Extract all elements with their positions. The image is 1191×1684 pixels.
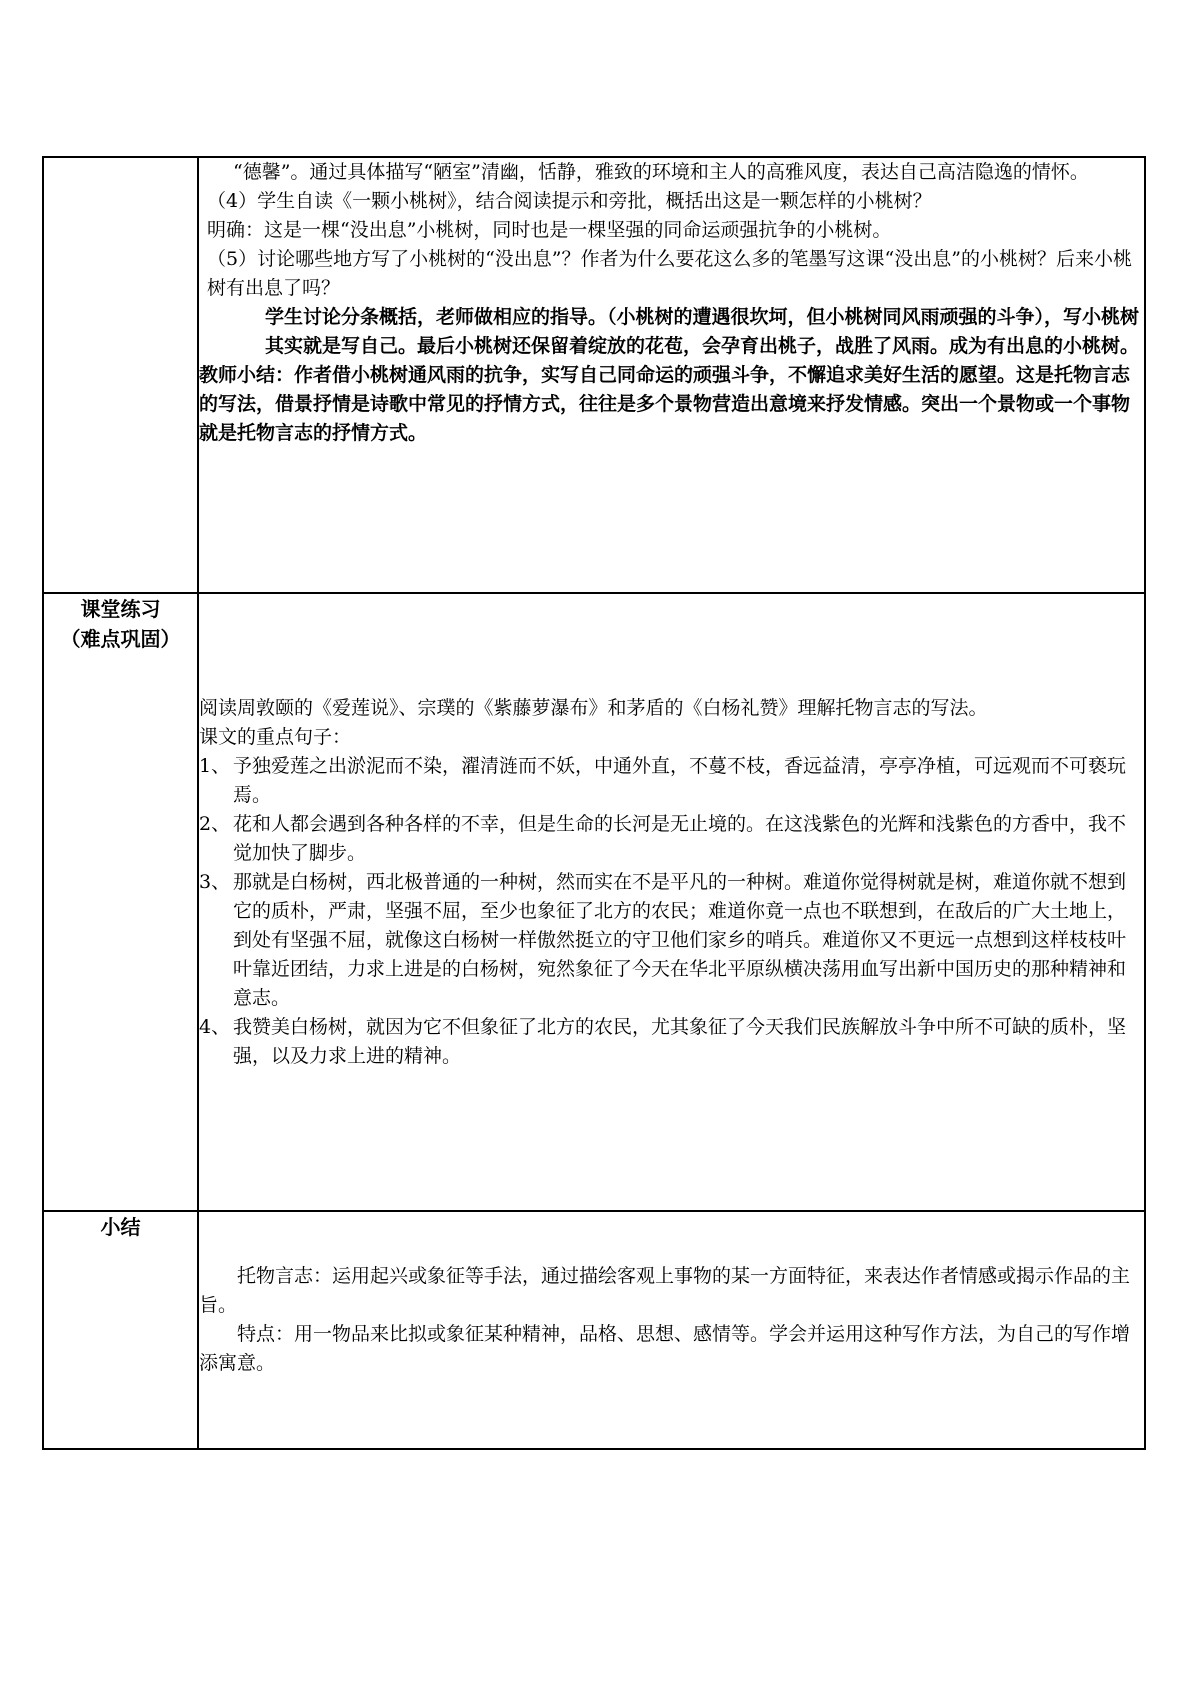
row-label-practice bbox=[43, 593, 198, 1211]
paragraph-student-discussion: 学生讨论分条概括，老师做相应的指导。（小桃树的遭遇很坎坷，但小桃树同风雨顽强的斗争），写小桃树其实就是写自己。最后小桃树还保留着绽放的花苞，会孕育出桃子，战胜了风雨。成为有出息的小桃树。 bbox=[265, 306, 1140, 357]
list-item-number: 1、 bbox=[199, 755, 231, 777]
paragraph-teacher-summary: 教师小结：作者借小桃树通风雨的抗争，实写自己同命运的顽强斗争，不懈追求美好生活的愿望。这是托物言志的写法，借景抒情是诗歌中常见的抒情方式，往往是多个景物营造出意境来抒发情感。突出一个景物或一个事物就是托物言志的抒情方式。 bbox=[199, 364, 1131, 444]
paragraph-answer: 明确：这是一棵“没出息”小桃树，同时也是一棵坚强的同命运顽强抗争的小桃树。 bbox=[207, 219, 892, 241]
paragraph-step-5: （5）讨论哪些地方写了小桃树的“没出息”？作者为什么要花这么多的笔墨写这课“没出息”的小桃树？后来小桃树有出息了吗？ bbox=[207, 248, 1132, 299]
practice-intro: 阅读周敦颐的《爱莲说》、宗璞的《紫藤萝瀑布》和茅盾的《白杨礼赞》理解托物言志的写法。 bbox=[199, 697, 988, 719]
list-item-text: 予独爱莲之出淤泥而不染，濯清涟而不妖，中通外直，不蔓不枝，香远益清，亭亭净植，可远观而不可亵玩焉。 bbox=[233, 755, 1127, 806]
list-item-text: 我赞美白杨树，就因为它不但象征了北方的农民，尤其象征了今天我们民族解放斗争中所不可缺的质朴，坚强，以及力求上进的精神。 bbox=[233, 1016, 1127, 1067]
summary-paragraph-2: 特点：用一物品来比拟或象征某种精神，品格、思想、感情等。学会并运用这种写作方法，为自己的写作增添寓意。 bbox=[199, 1323, 1131, 1374]
table-row-continued bbox=[43, 157, 1145, 593]
row-label-empty bbox=[43, 157, 198, 593]
list-item bbox=[199, 810, 1144, 868]
practice-subhead: 课文的重点句子： bbox=[199, 726, 352, 748]
list-item bbox=[199, 752, 1144, 810]
table-row-summary bbox=[43, 1211, 1145, 1449]
list-item bbox=[199, 1013, 1144, 1071]
practice-label-line1: 课堂练习 bbox=[80, 597, 161, 621]
content-cell-practice bbox=[198, 593, 1145, 1211]
list-item-text: 那就是白杨树，西北极普通的一种树，然而实在不是平凡的一种树。难道你觉得树就是树，难道你就不想到它的质朴，严肃，坚强不屈，至少也象征了北方的农民；难道你竟一点也不联想到，在敌后的广大土地上，到处有坚强不屈，就像这白杨树一样傲然挺立的守卫他们家乡的哨兵。难道你又不更远一点想到这样枝枝叶叶靠近团结，力求上进是的白杨树，宛然象征了今天在华北平原纵横决荡用血写出新中国历史的那种精神和意志。 bbox=[233, 871, 1127, 1009]
list-item-number: 2、 bbox=[199, 813, 231, 835]
summary-label: 小结 bbox=[100, 1215, 141, 1239]
content-cell-continued bbox=[198, 157, 1145, 593]
row-label-summary bbox=[43, 1211, 198, 1449]
list-item bbox=[199, 868, 1144, 1013]
list-item-text: 花和人都会遇到各种各样的不幸，但是生命的长河是无止境的。在这浅紫色的光辉和浅紫色的方香中，我不觉加快了脚步。 bbox=[233, 813, 1127, 864]
summary-paragraph-1: 托物言志：运用起兴或象征等手法，通过描绘客观上事物的某一方面特征，来表达作者情感或揭示作品的主旨。 bbox=[199, 1265, 1131, 1316]
list-item-number: 3、 bbox=[199, 871, 231, 893]
table-row-practice bbox=[43, 593, 1145, 1211]
paragraph-loushi-summary: “德馨”。通过具体描写“陋室”清幽，恬静，雅致的环境和主人的高雅风度，表达自己高洁隐逸的情怀。 bbox=[233, 161, 1089, 183]
lesson-plan-table bbox=[42, 156, 1146, 1450]
practice-label-line2: （难点巩固） bbox=[60, 627, 181, 651]
paragraph-step-4: （4）学生自读《一颗小桃树》，结合阅读提示和旁批，概括出这是一颗怎样的小桃树？ bbox=[207, 190, 932, 212]
list-item-number: 4、 bbox=[199, 1016, 231, 1038]
content-cell-summary bbox=[198, 1211, 1145, 1449]
